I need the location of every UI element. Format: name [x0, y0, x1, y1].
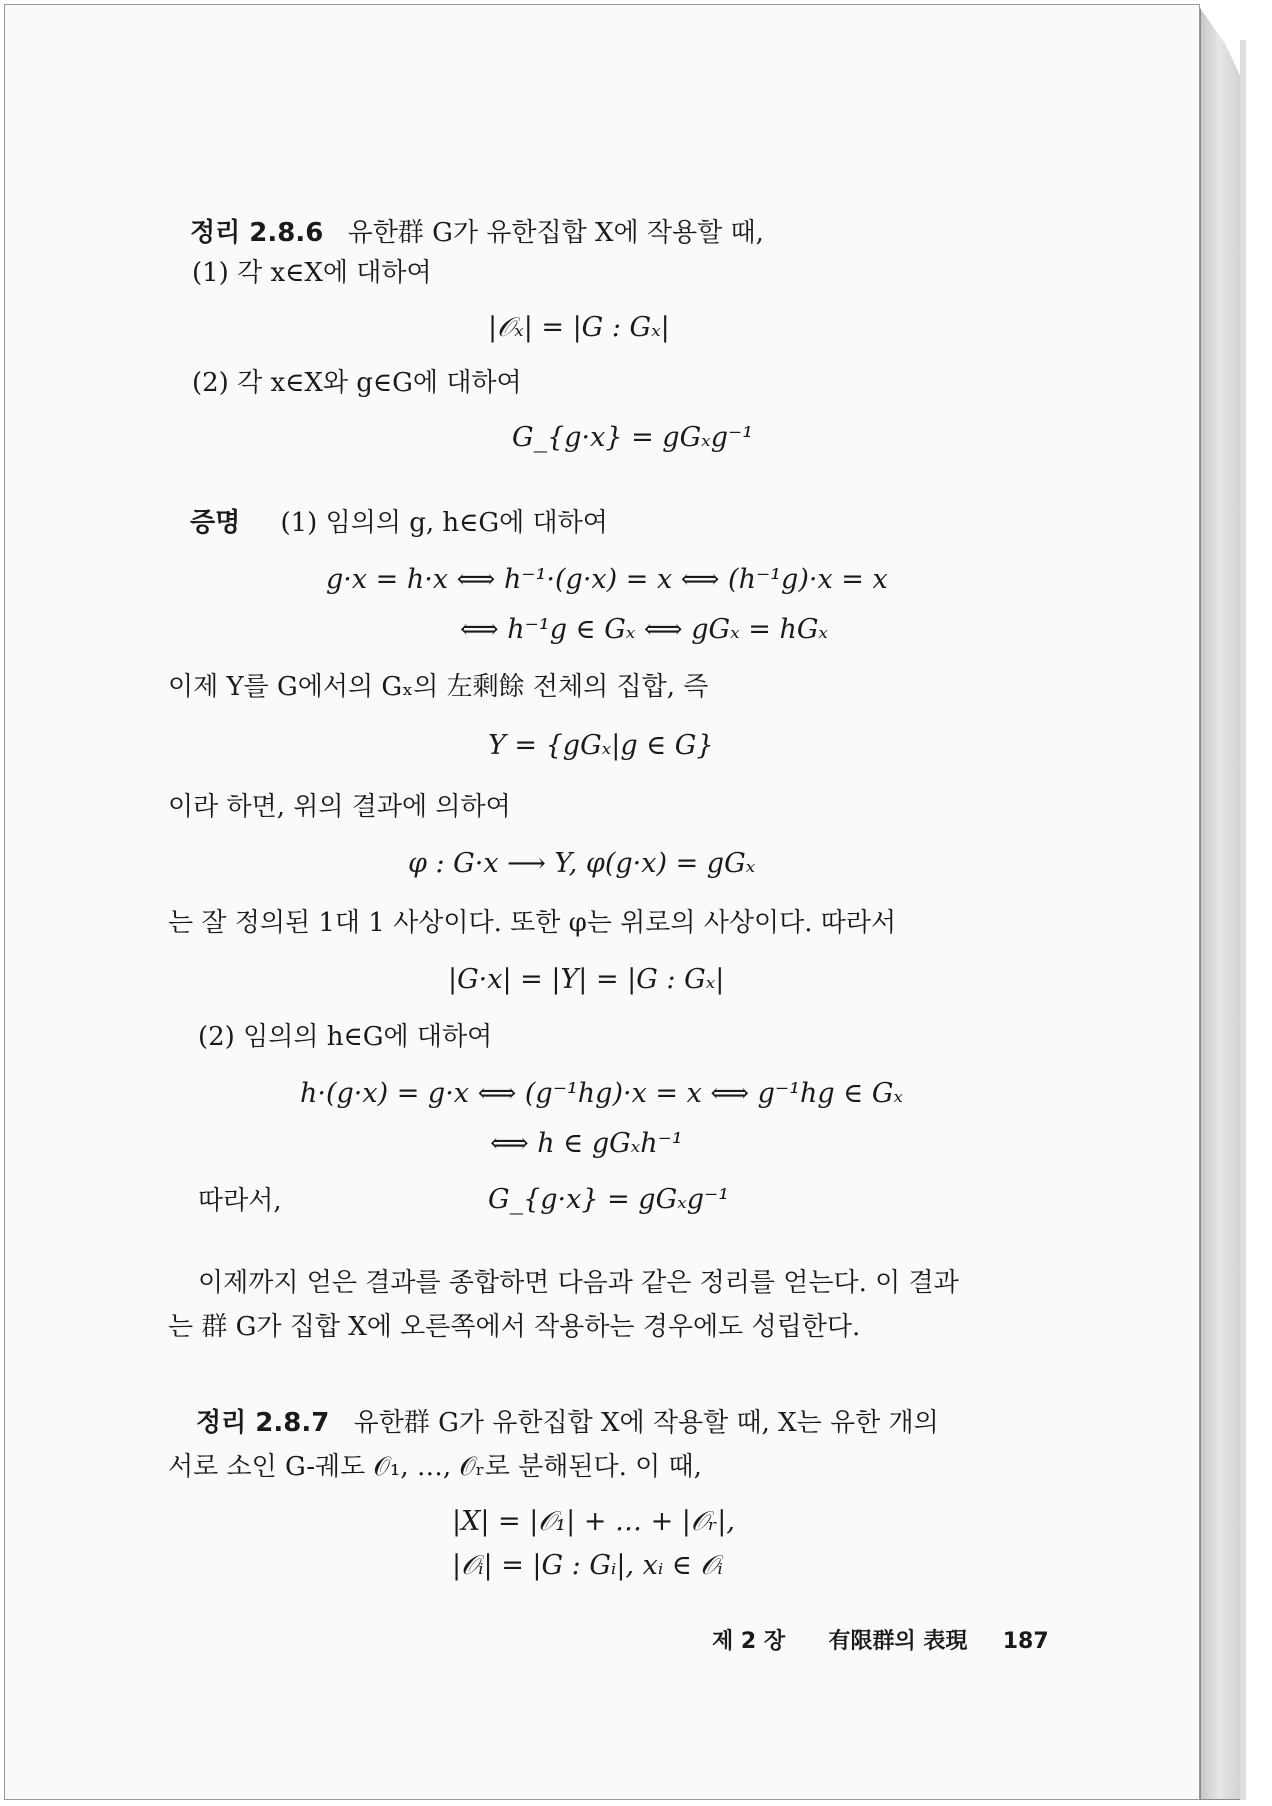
proof-part2: (2) 임의의 h∈G에 대하여	[198, 1022, 493, 1052]
proof-eq-y: Y = {gGₓ|g ∈ G}	[488, 730, 714, 761]
footer-title: 有限群의 表現	[828, 1629, 968, 1654]
proof-label: 증명	[190, 508, 241, 538]
theorem-287-eq2: |𝒪ᵢ| = |G : Gᵢ|, xᵢ ∈ 𝒪ᵢ	[452, 1550, 723, 1581]
theorem-287-text1: 유한群 G가 유한집합 X에 작용할 때, X는 유한 개의	[353, 1408, 939, 1438]
footer-chapter: 제 2 장	[712, 1629, 786, 1654]
theorem-287-eq1: |X| = |𝒪₁| + … + |𝒪ᵣ|,	[452, 1506, 735, 1537]
theorem-287-line2: 서로 소인 G-궤도 𝒪₁, …, 𝒪ᵣ로 분해된다. 이 때,	[168, 1452, 702, 1482]
page-footer	[712, 1624, 1049, 1655]
theorem-286-eq2: G_{g·x} = gGₓg⁻¹	[512, 422, 754, 453]
proof-eq-b: ⟺ h⁻¹g ∈ Gₓ ⟺ gGₓ = hGₓ	[460, 614, 828, 645]
proof-eq-c: h·(g·x) = g·x ⟺ (g⁻¹hg)·x = x ⟺ g⁻¹hg ∈ Gₓ	[300, 1078, 904, 1109]
proof-intro: (1) 임의의 g, h∈G에 대하여	[280, 508, 608, 538]
page-edge	[1200, 8, 1242, 1800]
transition-line1: 이제까지 얻은 결과를 종합하면 다음과 같은 정리를 얻는다. 이 결과	[198, 1268, 959, 1298]
proof-eq-phi: φ : G·x ⟶ Y, φ(g·x) = gGₓ	[408, 848, 756, 879]
proof-text-y: 이제 Y를 G에서의 Gₓ의 左剩餘 전체의 집합, 즉	[168, 672, 709, 702]
proof-eq-card: |G·x| = |Y| = |G : Gₓ|	[448, 964, 725, 995]
theorem-287-label: 정리 2.8.7	[196, 1408, 330, 1438]
transition-line2: 는 群 G가 집합 X에 오른쪽에서 작용하는 경우에도 성립한다.	[168, 1312, 861, 1342]
proof-therefore: 따라서,	[198, 1186, 282, 1216]
theorem-286-item1: (1) 각 x∈X에 대하여	[192, 258, 432, 288]
page-edge-shadow	[1240, 40, 1246, 1800]
theorem-286-item2: (2) 각 x∈X와 g∈G에 대하여	[192, 368, 522, 398]
proof-eq-final: G_{g·x} = gGₓg⁻¹	[488, 1184, 730, 1215]
proof-text-result: 이라 하면, 위의 결과에 의하여	[168, 792, 511, 822]
theorem-286-label: 정리 2.8.6	[190, 218, 324, 248]
proof-text-welldef: 는 잘 정의된 1대 1 사상이다. 또한 φ는 위로의 사상이다. 따라서	[168, 908, 897, 938]
proof-intro-line	[190, 506, 608, 540]
footer-page-number: 187	[1002, 1629, 1049, 1654]
theorem-286-line	[190, 216, 764, 250]
theorem-286-statement: 유한群 G가 유한집합 X에 작용할 때,	[347, 218, 764, 248]
theorem-287-line1	[196, 1406, 939, 1440]
proof-eq-d: ⟺ h ∈ gGₓh⁻¹	[490, 1128, 683, 1159]
proof-eq-a: g·x = h·x ⟺ h⁻¹·(g·x) = x ⟺ (h⁻¹g)·x = x	[326, 564, 888, 595]
theorem-286-eq1: |𝒪ₓ| = |G : Gₓ|	[488, 312, 670, 343]
